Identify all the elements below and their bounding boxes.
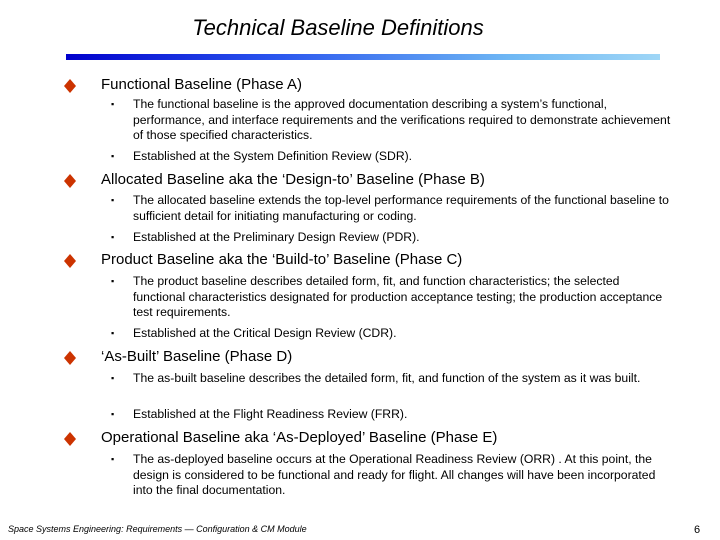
section-heading-text: Functional Baseline (Phase A) [101,76,302,93]
list-item [111,274,673,321]
slide-title: Technical Baseline Definitions [192,15,484,40]
list-item [111,326,673,342]
list-item [111,193,673,224]
list-item-text: The product baseline describes detailed form, fit, and function characteristics; the selected functional characteristics designated for production acceptance testing; the production acceptance test requirements. [133,274,663,319]
section-heading-text: Operational Baseline aka ‘As-Deployed’ Baseline (Phase E) [101,429,498,446]
diamond-bullet-icon [64,351,76,365]
list-item-text: The as-built baseline describes the detailed form, fit, and function of the system as it was built. [133,371,641,385]
square-bullet-icon: ▪ [111,328,115,338]
title-underline-rule [66,54,660,60]
square-bullet-icon: ▪ [111,276,115,286]
list-item [111,452,673,499]
square-bullet-icon: ▪ [111,454,115,464]
list-item [111,407,673,423]
section-heading-text: ‘As-Built’ Baseline (Phase D) [101,348,293,365]
list-item-text: Established at the System Definition Review (SDR). [133,149,413,163]
square-bullet-icon: ▪ [111,232,115,242]
list-item-text: Established at the Critical Design Review (CDR). [133,326,397,340]
section-heading-operational-baseline [101,429,497,447]
square-bullet-icon: ▪ [111,99,115,109]
diamond-bullet-icon [64,79,76,93]
square-bullet-icon: ▪ [111,195,115,205]
list-item-text: The as-deployed baseline occurs at the Operational Readiness Review (ORR) . At this point, the design is considered to be functional and ready for flight. All changes will have been incorporated into the final documentation. [133,452,656,497]
square-bullet-icon: ▪ [111,409,115,419]
footer-text: Space Systems Engineering: Requirements — Configuration & CM Module [8,524,307,534]
section-heading-text: Allocated Baseline aka the ‘Design-to’ Baseline (Phase B) [101,171,485,188]
list-item-text: Established at the Preliminary Design Review (PDR). [133,230,420,244]
list-item [111,371,673,387]
section-heading-functional-baseline [101,76,302,94]
page-number: 6 [694,524,701,536]
list-item [111,230,673,246]
diamond-bullet-icon [64,174,76,188]
list-item [111,97,673,144]
square-bullet-icon: ▪ [111,373,115,383]
list-item-text: Established at the Flight Readiness Review (FRR). [133,407,408,421]
list-item-text: The functional baseline is the approved documentation describing a system’s functional, performance, and interface requirements and the verifications required to demonstrate achievement of those specified characteristics. [133,97,671,142]
square-bullet-icon: ▪ [111,151,115,161]
diamond-bullet-icon [64,254,76,268]
list-item [111,149,673,165]
section-heading-allocated-baseline [101,171,485,189]
list-item-text: The allocated baseline extends the top-level performance requirements of the functional baseline to sufficient detail for initiating manufacturing or coding. [133,193,669,223]
section-heading-text: Product Baseline aka the ‘Build-to’ Baseline (Phase C) [101,251,463,268]
section-heading-as-built-baseline [101,348,292,366]
section-heading-product-baseline [101,251,462,269]
diamond-bullet-icon [64,432,76,446]
